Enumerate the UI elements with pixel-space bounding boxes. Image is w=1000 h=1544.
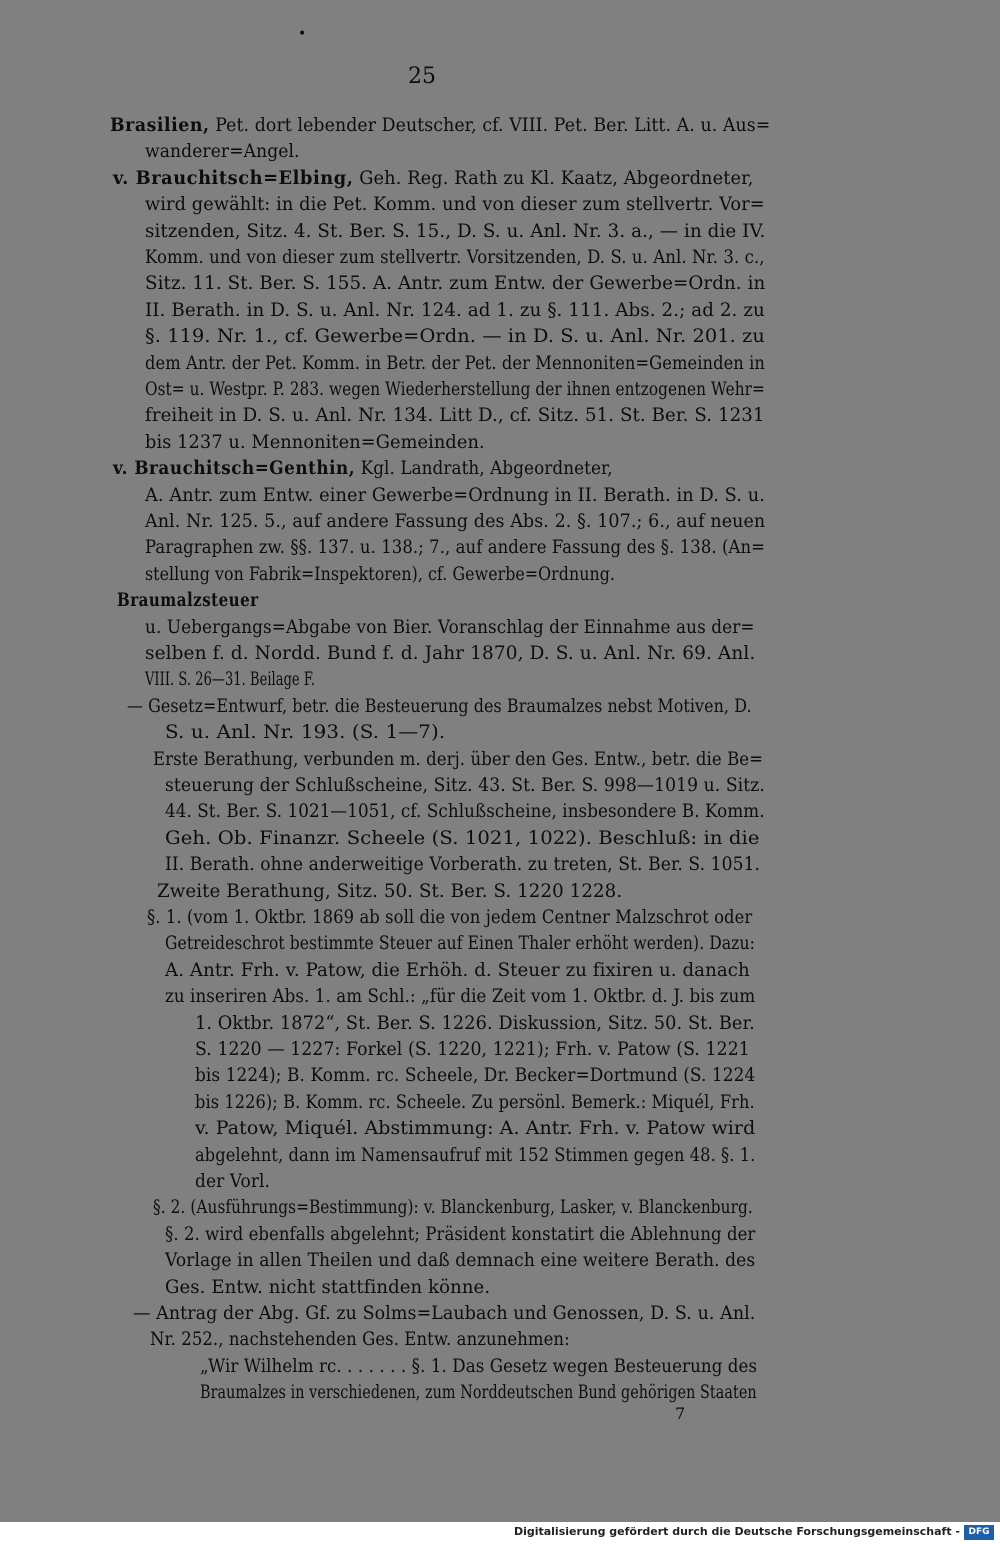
entry-line: dem Antr. der Pet. Komm. in Betr. der Pet. der Mennoniten=Gemeinden in	[145, 351, 765, 374]
entry-line: Paragraphen zw. §§. 137. u. 138.; 7., auf andere Fassung des §. 138. (An=	[145, 536, 766, 559]
entry-line: v. Brauchitsch=Genthin, Kgl. Landrath, Abgeordneter,	[113, 457, 613, 480]
entry-line: II. Berath. ohne anderweitige Vorberath. zu treten, St. Ber. S. 1051.	[165, 853, 761, 876]
entry-line: steuerung der Schlußscheine, Sitz. 43. St. Ber. S. 998—1019 u. Sitz.	[165, 774, 765, 796]
entry-line: bis 1237 u. Mennoniten=Gemeinden.	[145, 430, 485, 453]
entry-line: A. Antr. zum Entw. einer Gewerbe=Ordnung in II. Berath. in D. S. u.	[145, 483, 765, 506]
entry-line: Nr. 252., nachstehenden Ges. Entw. anzunehmen:	[150, 1328, 570, 1351]
funding-note: Digitalisierung gefördert durch die Deutsche Forschungsgemeinschaft -	[513, 1525, 960, 1538]
entry-line: Ost= u. Westpr. P. 283. wegen Wiederherstellung der ihnen entzogenen Wehr=	[145, 378, 765, 400]
entry-line: der Vorl.	[195, 1170, 271, 1192]
entry-line: Ges. Entw. nicht stattfinden könne.	[165, 1275, 491, 1298]
entry-line: Anl. Nr. 125. 5., auf andere Fassung des Abs. 2. §. 107.; 6., auf neuen	[145, 510, 766, 532]
headword: Braumalzsteuer	[117, 589, 259, 612]
entry-line: wanderer=Angel.	[145, 140, 300, 163]
signature-mark: 7	[675, 1404, 686, 1423]
entry-line	[117, 587, 259, 613]
dfg-logo: DFG	[964, 1525, 994, 1540]
entry-line: S. u. Anl. Nr. 193. (S. 1—7).	[165, 721, 446, 744]
entry-line: — Gesetz=Entwurf, betr. die Besteuerung des Braumalzes nebst Motiven, D.	[127, 694, 752, 717]
entry-line: u. Uebergangs=Abgabe von Bier. Voranschlag der Einnahme aus der=	[145, 615, 755, 638]
entry-line: Vorlage in allen Theilen und daß demnach eine weitere Berath. des	[165, 1249, 756, 1272]
page-number: 25	[408, 64, 436, 89]
entry-line: S. 1220 — 1227: Forkel (S. 1220, 1221); Frh. v. Patow (S. 1221	[195, 1038, 750, 1060]
entry-line: Sitz. 11. St. Ber. S. 155. A. Antr. zum Entw. der Gewerbe=Ordn. in	[145, 272, 766, 295]
entry-line: Komm. und von dieser zum stellvertr. Vorsitzenden, D. S. u. Anl. Nr. 3. c.,	[145, 246, 765, 268]
entry-line: §. 119. Nr. 1., cf. Gewerbe=Ordn. — in D. S. u. Anl. Nr. 201. zu	[145, 325, 765, 348]
headword: Brasilien,	[110, 114, 210, 136]
entry-line: bis 1224); B. Komm. rc. Scheele, Dr. Becker=Dortmund (S. 1224	[195, 1064, 756, 1087]
headword: v. Brauchitsch=Genthin,	[113, 457, 356, 480]
entry-line: v. Brauchitsch=Elbing, Geh. Reg. Rath zu Kl. Kaatz, Abgeordneter,	[113, 166, 754, 189]
entry-line: §. 2. wird ebenfalls abgelehnt; Präsident konstatirt die Ablehnung der	[165, 1222, 756, 1245]
entry-line: abgelehnt, dann im Namensaufruf mit 152 Stimmen gegen 48. §. 1.	[195, 1143, 756, 1166]
headword: v. Brauchitsch=Elbing,	[113, 166, 354, 189]
entry-line: „Wir Wilhelm rc. . . . . . . §. 1. Das Gesetz wegen Besteuerung des	[200, 1354, 758, 1377]
entry-line: 1. Oktbr. 1872“, St. Ber. S. 1226. Diskussion, Sitz. 50. St. Ber.	[195, 1011, 755, 1034]
entry-line: VIII. S. 26—31. Beilage F.	[145, 668, 316, 691]
entry-line: Zweite Berathung, Sitz. 50. St. Ber. S. 1220 1228.	[157, 879, 623, 902]
entry-line: sitzenden, Sitz. 4. St. Ber. S. 15., D. S. u. Anl. Nr. 3. a., — in die IV.	[145, 219, 766, 242]
entry-line: Erste Berathung, verbunden m. derj. über den Ges. Entw., betr. die Be=	[153, 747, 764, 770]
entry-line: wird gewählt: in die Pet. Komm. und von dieser zum stellvertr. Vor=	[145, 193, 765, 216]
scan-speck: •	[298, 26, 307, 42]
entry-line: Braumalzes in verschiedenen, zum Norddeutschen Bund gehörigen Staaten	[200, 1381, 757, 1404]
entry-line: freiheit in D. S. u. Anl. Nr. 134. Litt D., cf. Sitz. 51. St. Ber. S. 1231	[145, 404, 765, 427]
entry-line: stellung von Fabrik=Inspektoren), cf. Gewerbe=Ordnung.	[145, 562, 615, 585]
entry-line: A. Antr. Frh. v. Patow, die Erhöh. d. Steuer zu fixiren u. danach	[165, 958, 750, 981]
entry-line: zu inseriren Abs. 1. am Schl.: „für die Zeit vom 1. Oktbr. d. J. bis zum	[165, 985, 756, 1008]
entry-line: §. 2. (Ausführungs=Bestimmung): v. Blanckenburg, Lasker, v. Blanckenburg.	[153, 1196, 753, 1219]
entry-line: II. Berath. in D. S. u. Anl. Nr. 124. ad 1. zu §. 111. Abs. 2.; ad 2. zu	[145, 298, 765, 321]
entry-line: v. Patow, Miquél. Abstimmung: A. Antr. Frh. v. Patow wird	[195, 1117, 756, 1140]
footer-bar	[0, 1522, 1000, 1544]
entry-line: bis 1226); B. Komm. rc. Scheele. Zu persönl. Bemerk.: Miquél, Frh.	[195, 1090, 755, 1113]
entry-line: selben f. d. Nordd. Bund f. d. Jahr 1870, D. S. u. Anl. Nr. 69. Anl.	[145, 642, 756, 664]
entry-line: 44. St. Ber. S. 1021—1051, cf. Schlußscheine, insbesondere B. Komm.	[165, 800, 765, 823]
entry-line: Getreideschrot bestimmte Steuer auf Einen Thaler erhöht werden). Dazu:	[165, 932, 755, 955]
entry-line: §. 1. (vom 1. Oktbr. 1869 ab soll die von jedem Centner Malzschrot oder	[147, 906, 753, 928]
entry-line: Geh. Ob. Finanzr. Scheele (S. 1021, 1022). Beschluß: in die	[165, 826, 760, 849]
entry-line: — Antrag der Abg. Gf. zu Solms=Laubach und Genossen, D. S. u. Anl.	[133, 1302, 756, 1324]
entry-line: Brasilien, Pet. dort lebender Deutscher, cf. VIII. Pet. Ber. Litt. A. u. Aus=	[110, 114, 771, 136]
